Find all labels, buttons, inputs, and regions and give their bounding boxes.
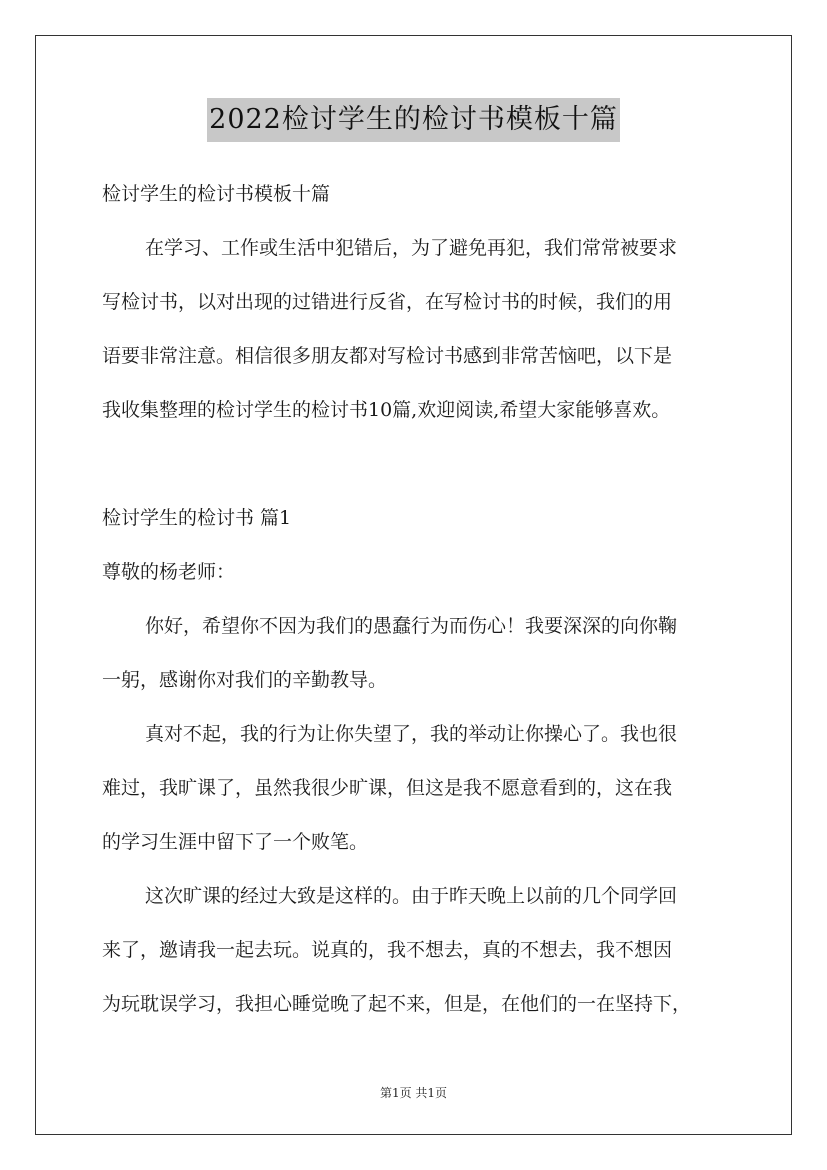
body-line: 真对不起，我的行为让你失望了，我的举动让你操心了。我也很 bbox=[145, 723, 678, 745]
section-heading: 检讨学生的检讨书 篇1 bbox=[102, 507, 292, 529]
intro-line: 我收集整理的检讨学生的检讨书10篇,欢迎阅读,希望大家能够喜欢。 bbox=[102, 399, 671, 421]
body-line: 这次旷课的经过大致是这样的。由于昨天晚上以前的几个同学回 bbox=[145, 885, 678, 907]
document-subtitle: 检讨学生的检讨书模板十篇 bbox=[102, 183, 331, 205]
page-footer: 第1页 共1页 bbox=[379, 1086, 448, 1100]
body-line: 来了，邀请我一起去玩。说真的，我不想去，真的不想去，我不想因 bbox=[102, 939, 673, 961]
intro-line: 语要非常注意。相信很多朋友都对写检讨书感到非常苦恼吧，以下是 bbox=[102, 345, 673, 367]
document-title: 2022检讨学生的检讨书模板十篇 bbox=[207, 98, 620, 142]
body-line: 为玩耽误学习，我担心睡觉晚了起不来，但是，在他们的一在坚持下， bbox=[102, 993, 692, 1015]
salutation: 尊敬的杨老师： bbox=[102, 561, 236, 583]
body-line: 一躬，感谢你对我们的辛勤教导。 bbox=[102, 669, 388, 691]
intro-line: 写检讨书，以对出现的过错进行反省，在写检讨书的时候，我们的用 bbox=[102, 291, 673, 313]
body-line: 难过，我旷课了，虽然我很少旷课，但这是我不愿意看到的，这在我 bbox=[102, 777, 673, 799]
body-line: 的学习生涯中留下了一个败笔。 bbox=[102, 831, 369, 853]
body-line: 你好，希望你不因为我们的愚蠢行为而伤心！我要深深的向你鞠 bbox=[145, 615, 678, 637]
title-container bbox=[0, 98, 827, 142]
intro-line: 在学习、工作或生活中犯错后，为了避免再犯，我们常常被要求 bbox=[145, 237, 678, 259]
